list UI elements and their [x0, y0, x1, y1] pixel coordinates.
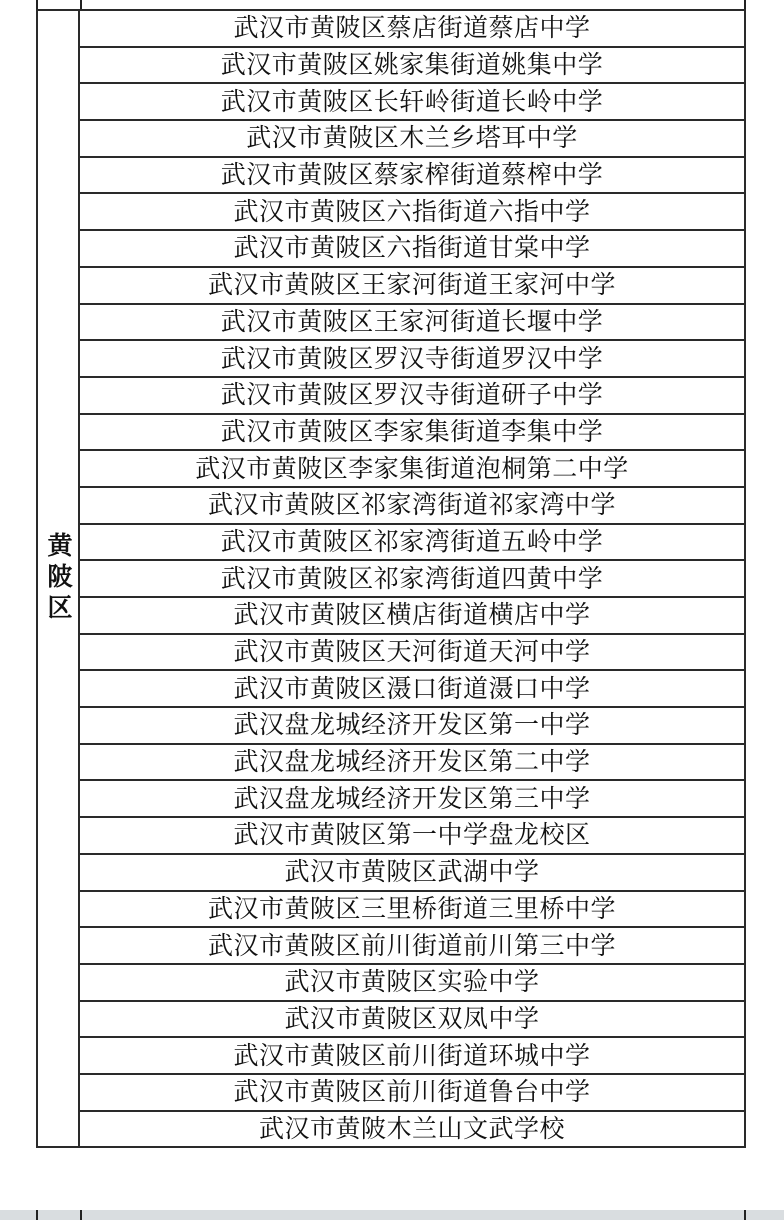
school-name-cell: 武汉市黄陂区蔡店街道蔡店中学: [79, 10, 745, 47]
school-name-cell: 武汉盘龙城经济开发区第一中学: [79, 707, 745, 744]
table-row: [37, 450, 745, 487]
table-row: [37, 377, 745, 414]
school-name-cell: 武汉市黄陂区蔡家榨街道蔡榨中学: [79, 157, 745, 194]
school-name-cell: 武汉市黄陂区武湖中学: [79, 854, 745, 891]
school-name-cell: 武汉市黄陂区六指街道甘棠中学: [79, 230, 745, 267]
school-name-cell: 武汉市黄陂区第一中学盘龙校区: [79, 817, 745, 854]
row-border: [744, 0, 746, 9]
school-name-cell: 武汉市黄陂区祁家湾街道祁家湾中学: [79, 487, 745, 524]
school-name-cell: 武汉市黄陂区双凤中学: [79, 1001, 745, 1038]
school-name-cell: 武汉市黄陂区李家集街道李集中学: [79, 414, 745, 451]
school-name-cell: 武汉市黄陂区祁家湾街道四黄中学: [79, 560, 745, 597]
school-name-cell: 武汉市黄陂区三里桥街道三里桥中学: [79, 891, 745, 928]
table-row: [37, 1001, 745, 1038]
table-row: [37, 230, 745, 267]
row-border: [36, 0, 38, 9]
school-name-cell: 武汉市黄陂区罗汉寺街道罗汉中学: [79, 340, 745, 377]
table-row: [37, 670, 745, 707]
school-name-cell: 武汉市黄陂区六指街道六指中学: [79, 193, 745, 230]
table-row: [37, 120, 745, 157]
table-row: [37, 1037, 745, 1074]
table-row: [37, 597, 745, 634]
school-name-cell: 武汉盘龙城经济开发区第三中学: [79, 780, 745, 817]
table-row: [37, 634, 745, 671]
cropped-next-row: [0, 1210, 784, 1220]
school-name-cell: 武汉市黄陂区祁家湾街道五岭中学: [79, 524, 745, 561]
table-row: [37, 340, 745, 377]
table-row: [37, 524, 745, 561]
school-table-body: [37, 10, 745, 1147]
school-name-cell: 武汉市黄陂区前川街道前川第三中学: [79, 927, 745, 964]
table-row: [37, 1111, 745, 1148]
row-border: [80, 0, 82, 9]
table-row: [37, 744, 745, 781]
school-name-cell: 武汉市黄陂区天河街道天河中学: [79, 634, 745, 671]
table-row: [37, 780, 745, 817]
school-name-cell: 武汉市黄陂木兰山文武学校: [79, 1111, 745, 1148]
region-cell: [37, 10, 79, 1147]
table-row: [37, 964, 745, 1001]
table-row: [37, 707, 745, 744]
table-row: [37, 47, 745, 84]
cropped-previous-row: [0, 0, 784, 9]
school-name-cell: 武汉市黄陂区前川街道环城中学: [79, 1037, 745, 1074]
school-name-cell: 武汉市黄陂区滠口街道滠口中学: [79, 670, 745, 707]
table-row: [37, 560, 745, 597]
table-row: [37, 304, 745, 341]
school-name-cell: 武汉市黄陂区罗汉寺街道研子中学: [79, 377, 745, 414]
table-row: [37, 193, 745, 230]
table-row: [37, 414, 745, 451]
table-row: [37, 267, 745, 304]
school-name-cell: 武汉市黄陂区姚家集街道姚集中学: [79, 47, 745, 84]
table-row: [37, 10, 745, 47]
table-row: [37, 817, 745, 854]
table-row: [37, 487, 745, 524]
school-name-cell: 武汉市黄陂区前川街道鲁台中学: [79, 1074, 745, 1111]
school-name-cell: 武汉市黄陂区王家河街道王家河中学: [79, 267, 745, 304]
school-table: [36, 9, 746, 1148]
school-name-cell: 武汉市黄陂区实验中学: [79, 964, 745, 1001]
school-name-cell: 武汉市黄陂区王家河街道长堰中学: [79, 304, 745, 341]
row-border: [80, 1210, 82, 1220]
school-name-cell: 武汉盘龙城经济开发区第二中学: [79, 744, 745, 781]
school-name-cell: 武汉市黄陂区李家集街道泡桐第二中学: [79, 450, 745, 487]
table-row: [37, 927, 745, 964]
row-border: [36, 1210, 38, 1220]
school-name-cell: 武汉市黄陂区长轩岭街道长岭中学: [79, 83, 745, 120]
table-row: [37, 854, 745, 891]
table-row: [37, 891, 745, 928]
row-border: [744, 1210, 746, 1220]
school-name-cell: 武汉市黄陂区木兰乡塔耳中学: [79, 120, 745, 157]
school-name-cell: 武汉市黄陂区横店街道横店中学: [79, 597, 745, 634]
table-row: [37, 1074, 745, 1111]
table-row: [37, 157, 745, 194]
table-row: [37, 83, 745, 120]
region-label: 黄陂区: [44, 532, 73, 626]
